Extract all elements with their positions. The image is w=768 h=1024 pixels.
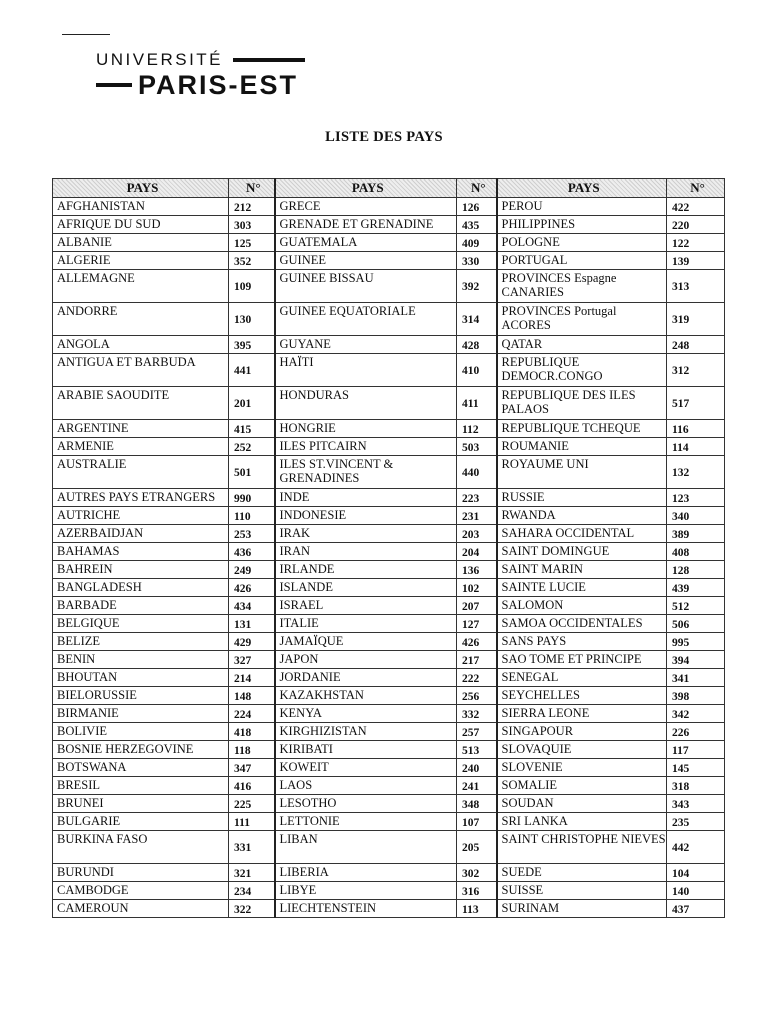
country-name-col-3: SOMALIE bbox=[497, 777, 667, 795]
country-number-col-3: 506 bbox=[667, 615, 725, 633]
table-row bbox=[53, 687, 725, 705]
country-name-col-1: ALBANIE bbox=[53, 234, 229, 252]
country-name-col-1: BAHAMAS bbox=[53, 543, 229, 561]
table-body bbox=[53, 198, 725, 918]
country-number-col-2: 392 bbox=[457, 270, 497, 303]
country-name-col-3: SUEDE bbox=[497, 864, 667, 882]
country-number-col-1: 253 bbox=[229, 525, 275, 543]
table-row bbox=[53, 741, 725, 759]
country-number-col-2: 410 bbox=[457, 354, 497, 387]
table-row bbox=[53, 795, 725, 813]
country-number-col-2: 240 bbox=[457, 759, 497, 777]
pen-stroke-mark bbox=[62, 34, 110, 35]
table-row bbox=[53, 813, 725, 831]
country-number-col-3: 235 bbox=[667, 813, 725, 831]
country-number-col-1: 148 bbox=[229, 687, 275, 705]
country-number-col-2: 107 bbox=[457, 813, 497, 831]
table-row bbox=[53, 759, 725, 777]
country-number-col-2: 435 bbox=[457, 216, 497, 234]
page-title: LISTE DES PAYS bbox=[325, 129, 443, 145]
table-row bbox=[53, 597, 725, 615]
country-name-col-1: AUTRICHE bbox=[53, 507, 229, 525]
country-name-col-2: GUINEE bbox=[275, 252, 457, 270]
country-number-col-2: 513 bbox=[457, 741, 497, 759]
country-name-col-3: RWANDA bbox=[497, 507, 667, 525]
header-pays-col-2: PAYS bbox=[275, 179, 457, 198]
country-name-col-3: PHILIPPINES bbox=[497, 216, 667, 234]
country-number-col-3: 145 bbox=[667, 759, 725, 777]
table-row bbox=[53, 579, 725, 597]
country-name-col-3: REPUBLIQUE DEMOCR.CONGO bbox=[497, 354, 667, 387]
country-number-col-1: 109 bbox=[229, 270, 275, 303]
table-header bbox=[53, 179, 725, 198]
country-number-col-2: 426 bbox=[457, 633, 497, 651]
country-number-col-2: 330 bbox=[457, 252, 497, 270]
country-name-col-2: JAPON bbox=[275, 651, 457, 669]
country-number-col-3: 226 bbox=[667, 723, 725, 741]
country-name-col-2: GUYANE bbox=[275, 336, 457, 354]
country-number-col-3: 318 bbox=[667, 777, 725, 795]
country-number-col-3: 442 bbox=[667, 831, 725, 864]
country-number-col-3: 341 bbox=[667, 669, 725, 687]
country-number-col-2: 314 bbox=[457, 303, 497, 336]
country-number-col-1: 224 bbox=[229, 705, 275, 723]
country-number-col-1: 429 bbox=[229, 633, 275, 651]
table-row bbox=[53, 633, 725, 651]
country-number-col-2: 126 bbox=[457, 198, 497, 216]
country-number-col-2: 241 bbox=[457, 777, 497, 795]
country-number-col-3: 319 bbox=[667, 303, 725, 336]
country-name-col-2: ISLANDE bbox=[275, 579, 457, 597]
country-name-col-1: AFGHANISTAN bbox=[53, 198, 229, 216]
country-name-col-1: BOTSWANA bbox=[53, 759, 229, 777]
table-row bbox=[53, 438, 725, 456]
table-row bbox=[53, 489, 725, 507]
country-name-col-2: GUINEE BISSAU bbox=[275, 270, 457, 303]
country-name-col-2: ILES ST.VINCENT & GRENADINES bbox=[275, 456, 457, 489]
country-name-col-2: KOWEIT bbox=[275, 759, 457, 777]
country-number-col-2: 127 bbox=[457, 615, 497, 633]
country-number-col-3: 139 bbox=[667, 252, 725, 270]
country-name-col-2: IRAN bbox=[275, 543, 457, 561]
country-number-col-1: 501 bbox=[229, 456, 275, 489]
country-number-col-1: 426 bbox=[229, 579, 275, 597]
country-name-col-2: LETTONIE bbox=[275, 813, 457, 831]
country-number-col-1: 118 bbox=[229, 741, 275, 759]
country-name-col-3: SAINT DOMINGUE bbox=[497, 543, 667, 561]
country-name-col-2: LAOS bbox=[275, 777, 457, 795]
country-number-col-3: 389 bbox=[667, 525, 725, 543]
country-name-col-1: BAHREIN bbox=[53, 561, 229, 579]
country-name-col-2: LESOTHO bbox=[275, 795, 457, 813]
country-number-col-3: 437 bbox=[667, 900, 725, 918]
country-name-col-2: JORDANIE bbox=[275, 669, 457, 687]
country-number-col-3: 123 bbox=[667, 489, 725, 507]
country-name-col-1: BIELORUSSIE bbox=[53, 687, 229, 705]
country-name-col-1: BOLIVIE bbox=[53, 723, 229, 741]
country-number-col-1: 436 bbox=[229, 543, 275, 561]
country-name-col-1: BELIZE bbox=[53, 633, 229, 651]
table-row bbox=[53, 507, 725, 525]
country-name-col-3: SRI LANKA bbox=[497, 813, 667, 831]
country-number-col-2: 256 bbox=[457, 687, 497, 705]
country-name-col-2: INDE bbox=[275, 489, 457, 507]
country-name-col-2: LIBAN bbox=[275, 831, 457, 864]
table-row bbox=[53, 252, 725, 270]
country-name-col-3: ROUMANIE bbox=[497, 438, 667, 456]
country-name-col-3: SIERRA LEONE bbox=[497, 705, 667, 723]
countries-table bbox=[52, 178, 725, 918]
country-name-col-1: AZERBAIDJAN bbox=[53, 525, 229, 543]
country-number-col-1: 225 bbox=[229, 795, 275, 813]
table-row bbox=[53, 615, 725, 633]
country-number-col-2: 207 bbox=[457, 597, 497, 615]
table-row bbox=[53, 270, 725, 303]
country-number-col-3: 342 bbox=[667, 705, 725, 723]
country-name-col-2: HAÏTI bbox=[275, 354, 457, 387]
country-number-col-2: 217 bbox=[457, 651, 497, 669]
country-number-col-1: 434 bbox=[229, 597, 275, 615]
country-name-col-3: REPUBLIQUE DES ILES PALAOS bbox=[497, 387, 667, 420]
country-number-col-2: 409 bbox=[457, 234, 497, 252]
country-name-col-1: BULGARIE bbox=[53, 813, 229, 831]
country-number-col-1: 303 bbox=[229, 216, 275, 234]
country-name-col-1: BANGLADESH bbox=[53, 579, 229, 597]
table-row bbox=[53, 336, 725, 354]
country-name-col-2: IRAK bbox=[275, 525, 457, 543]
country-name-col-2: KENYA bbox=[275, 705, 457, 723]
country-name-col-2: KIRIBATI bbox=[275, 741, 457, 759]
country-name-col-3: ROYAUME UNI bbox=[497, 456, 667, 489]
country-name-col-2: GRECE bbox=[275, 198, 457, 216]
table-row bbox=[53, 303, 725, 336]
country-number-col-1: 252 bbox=[229, 438, 275, 456]
country-number-col-3: 394 bbox=[667, 651, 725, 669]
country-name-col-2: KIRGHIZISTAN bbox=[275, 723, 457, 741]
country-number-col-1: 352 bbox=[229, 252, 275, 270]
country-number-col-2: 203 bbox=[457, 525, 497, 543]
country-number-col-3: 140 bbox=[667, 882, 725, 900]
country-name-col-2: KAZAKHSTAN bbox=[275, 687, 457, 705]
country-number-col-3: 128 bbox=[667, 561, 725, 579]
country-name-col-1: AFRIQUE DU SUD bbox=[53, 216, 229, 234]
country-number-col-1: 990 bbox=[229, 489, 275, 507]
table-row bbox=[53, 900, 725, 918]
country-name-col-3: SAINTE LUCIE bbox=[497, 579, 667, 597]
country-name-col-1: ALLEMAGNE bbox=[53, 270, 229, 303]
country-name-col-2: LIECHTENSTEIN bbox=[275, 900, 457, 918]
country-number-col-3: 422 bbox=[667, 198, 725, 216]
table-row bbox=[53, 420, 725, 438]
country-name-col-3: POLOGNE bbox=[497, 234, 667, 252]
country-name-col-3: SALOMON bbox=[497, 597, 667, 615]
country-name-col-2: LIBERIA bbox=[275, 864, 457, 882]
header-number-col-3: N° bbox=[667, 179, 725, 198]
country-number-col-1: 201 bbox=[229, 387, 275, 420]
country-number-col-3: 248 bbox=[667, 336, 725, 354]
country-number-col-2: 205 bbox=[457, 831, 497, 864]
country-number-col-2: 411 bbox=[457, 387, 497, 420]
country-name-col-1: BRUNEI bbox=[53, 795, 229, 813]
country-number-col-1: 416 bbox=[229, 777, 275, 795]
country-number-col-2: 332 bbox=[457, 705, 497, 723]
country-name-col-3: SLOVENIE bbox=[497, 759, 667, 777]
header-row bbox=[53, 179, 725, 198]
logo-text-universite: UNIVERSITÉ bbox=[96, 50, 224, 69]
country-number-col-2: 440 bbox=[457, 456, 497, 489]
table-row bbox=[53, 198, 725, 216]
country-number-col-3: 117 bbox=[667, 741, 725, 759]
country-number-col-2: 222 bbox=[457, 669, 497, 687]
country-name-col-2: GUINEE EQUATORIALE bbox=[275, 303, 457, 336]
country-name-col-3: SOUDAN bbox=[497, 795, 667, 813]
country-number-col-3: 132 bbox=[667, 456, 725, 489]
country-name-col-1: BENIN bbox=[53, 651, 229, 669]
country-name-col-1: AUTRES PAYS ETRANGERS bbox=[53, 489, 229, 507]
country-name-col-2: ITALIE bbox=[275, 615, 457, 633]
country-name-col-1: ANGOLA bbox=[53, 336, 229, 354]
country-number-col-3: 398 bbox=[667, 687, 725, 705]
logo-bar-left bbox=[96, 83, 132, 87]
country-number-col-1: 234 bbox=[229, 882, 275, 900]
table-row bbox=[53, 234, 725, 252]
country-name-col-3: PEROU bbox=[497, 198, 667, 216]
country-name-col-1: CAMEROUN bbox=[53, 900, 229, 918]
country-name-col-2: INDONESIE bbox=[275, 507, 457, 525]
logo-bar-right bbox=[233, 58, 305, 62]
country-name-col-3: PORTUGAL bbox=[497, 252, 667, 270]
country-number-col-1: 395 bbox=[229, 336, 275, 354]
header-number-col-1: N° bbox=[229, 179, 275, 198]
country-name-col-1: ARGENTINE bbox=[53, 420, 229, 438]
country-name-col-1: ANDORRE bbox=[53, 303, 229, 336]
table-row bbox=[53, 354, 725, 387]
country-name-col-3: SURINAM bbox=[497, 900, 667, 918]
country-name-col-1: ANTIGUA ET BARBUDA bbox=[53, 354, 229, 387]
country-number-col-1: 331 bbox=[229, 831, 275, 864]
country-number-col-2: 302 bbox=[457, 864, 497, 882]
country-number-col-3: 122 bbox=[667, 234, 725, 252]
country-number-col-2: 112 bbox=[457, 420, 497, 438]
country-name-col-3: PROVINCES Espagne CANARIES bbox=[497, 270, 667, 303]
country-name-col-1: BIRMANIE bbox=[53, 705, 229, 723]
country-number-col-3: 220 bbox=[667, 216, 725, 234]
country-name-col-3: SAINT CHRISTOPHE NIEVES bbox=[497, 831, 667, 864]
logo-line-1 bbox=[96, 50, 305, 70]
country-number-col-1: 327 bbox=[229, 651, 275, 669]
country-name-col-1: ARABIE SAOUDITE bbox=[53, 387, 229, 420]
country-name-col-1: BURUNDI bbox=[53, 864, 229, 882]
country-number-col-2: 231 bbox=[457, 507, 497, 525]
table-row bbox=[53, 525, 725, 543]
country-number-col-3: 104 bbox=[667, 864, 725, 882]
table-row bbox=[53, 216, 725, 234]
country-name-col-2: GRENADE ET GRENADINE bbox=[275, 216, 457, 234]
country-name-col-2: LIBYE bbox=[275, 882, 457, 900]
table-row bbox=[53, 723, 725, 741]
logo-text-paris-est: PARIS-EST bbox=[138, 70, 299, 100]
country-name-col-2: HONGRIE bbox=[275, 420, 457, 438]
header-pays-col-1: PAYS bbox=[53, 179, 229, 198]
country-name-col-2: GUATEMALA bbox=[275, 234, 457, 252]
country-number-col-1: 214 bbox=[229, 669, 275, 687]
country-number-col-1: 212 bbox=[229, 198, 275, 216]
country-name-col-3: REPUBLIQUE TCHEQUE bbox=[497, 420, 667, 438]
country-number-col-1: 111 bbox=[229, 813, 275, 831]
country-name-col-3: SENEGAL bbox=[497, 669, 667, 687]
header-number-col-2: N° bbox=[457, 179, 497, 198]
country-number-col-3: 517 bbox=[667, 387, 725, 420]
country-name-col-2: HONDURAS bbox=[275, 387, 457, 420]
country-number-col-1: 131 bbox=[229, 615, 275, 633]
country-name-col-3: SUISSE bbox=[497, 882, 667, 900]
logo-line-2 bbox=[96, 70, 305, 100]
country-name-col-3: QATAR bbox=[497, 336, 667, 354]
table-row bbox=[53, 705, 725, 723]
country-number-col-2: 204 bbox=[457, 543, 497, 561]
table-row bbox=[53, 864, 725, 882]
country-number-col-2: 257 bbox=[457, 723, 497, 741]
country-name-col-2: IRLANDE bbox=[275, 561, 457, 579]
country-number-col-1: 130 bbox=[229, 303, 275, 336]
country-number-col-1: 418 bbox=[229, 723, 275, 741]
country-name-col-2: ISRAEL bbox=[275, 597, 457, 615]
country-name-col-3: SLOVAQUIE bbox=[497, 741, 667, 759]
country-number-col-3: 312 bbox=[667, 354, 725, 387]
country-name-col-3: SAHARA OCCIDENTAL bbox=[497, 525, 667, 543]
country-number-col-2: 113 bbox=[457, 900, 497, 918]
country-number-col-3: 114 bbox=[667, 438, 725, 456]
table-row bbox=[53, 831, 725, 864]
table-row bbox=[53, 777, 725, 795]
country-number-col-1: 321 bbox=[229, 864, 275, 882]
country-name-col-2: JAMAÏQUE bbox=[275, 633, 457, 651]
table-row bbox=[53, 456, 725, 489]
country-number-col-1: 415 bbox=[229, 420, 275, 438]
country-name-col-3: SEYCHELLES bbox=[497, 687, 667, 705]
country-number-col-1: 110 bbox=[229, 507, 275, 525]
country-name-col-1: BHOUTAN bbox=[53, 669, 229, 687]
country-number-col-2: 223 bbox=[457, 489, 497, 507]
table-row bbox=[53, 651, 725, 669]
table-row bbox=[53, 561, 725, 579]
country-name-col-1: CAMBODGE bbox=[53, 882, 229, 900]
country-number-col-1: 347 bbox=[229, 759, 275, 777]
university-logo bbox=[96, 50, 305, 100]
country-name-col-1: BARBADE bbox=[53, 597, 229, 615]
country-number-col-1: 322 bbox=[229, 900, 275, 918]
country-name-col-1: BOSNIE HERZEGOVINE bbox=[53, 741, 229, 759]
country-number-col-2: 102 bbox=[457, 579, 497, 597]
country-number-col-1: 125 bbox=[229, 234, 275, 252]
country-name-col-1: BELGIQUE bbox=[53, 615, 229, 633]
table-row bbox=[53, 387, 725, 420]
country-name-col-1: AUSTRALIE bbox=[53, 456, 229, 489]
country-number-col-2: 428 bbox=[457, 336, 497, 354]
country-name-col-3: SAMOA OCCIDENTALES bbox=[497, 615, 667, 633]
country-name-col-3: RUSSIE bbox=[497, 489, 667, 507]
table-row bbox=[53, 669, 725, 687]
country-name-col-1: ALGERIE bbox=[53, 252, 229, 270]
country-number-col-3: 340 bbox=[667, 507, 725, 525]
country-name-col-3: SANS PAYS bbox=[497, 633, 667, 651]
country-number-col-3: 995 bbox=[667, 633, 725, 651]
country-name-col-3: SINGAPOUR bbox=[497, 723, 667, 741]
country-name-col-2: ILES PITCAIRN bbox=[275, 438, 457, 456]
country-number-col-3: 343 bbox=[667, 795, 725, 813]
country-number-col-2: 136 bbox=[457, 561, 497, 579]
country-number-col-3: 512 bbox=[667, 597, 725, 615]
country-number-col-2: 503 bbox=[457, 438, 497, 456]
country-name-col-1: ARMENIE bbox=[53, 438, 229, 456]
table-row bbox=[53, 882, 725, 900]
country-number-col-1: 249 bbox=[229, 561, 275, 579]
country-name-col-1: BRESIL bbox=[53, 777, 229, 795]
country-number-col-3: 439 bbox=[667, 579, 725, 597]
country-number-col-2: 316 bbox=[457, 882, 497, 900]
country-name-col-3: PROVINCES Portugal ACORES bbox=[497, 303, 667, 336]
country-number-col-3: 116 bbox=[667, 420, 725, 438]
country-number-col-1: 441 bbox=[229, 354, 275, 387]
country-name-col-3: SAO TOME ET PRINCIPE bbox=[497, 651, 667, 669]
country-number-col-3: 313 bbox=[667, 270, 725, 303]
country-name-col-1: BURKINA FASO bbox=[53, 831, 229, 864]
country-name-col-3: SAINT MARIN bbox=[497, 561, 667, 579]
header-pays-col-3: PAYS bbox=[497, 179, 667, 198]
country-number-col-3: 408 bbox=[667, 543, 725, 561]
table-row bbox=[53, 543, 725, 561]
country-number-col-2: 348 bbox=[457, 795, 497, 813]
